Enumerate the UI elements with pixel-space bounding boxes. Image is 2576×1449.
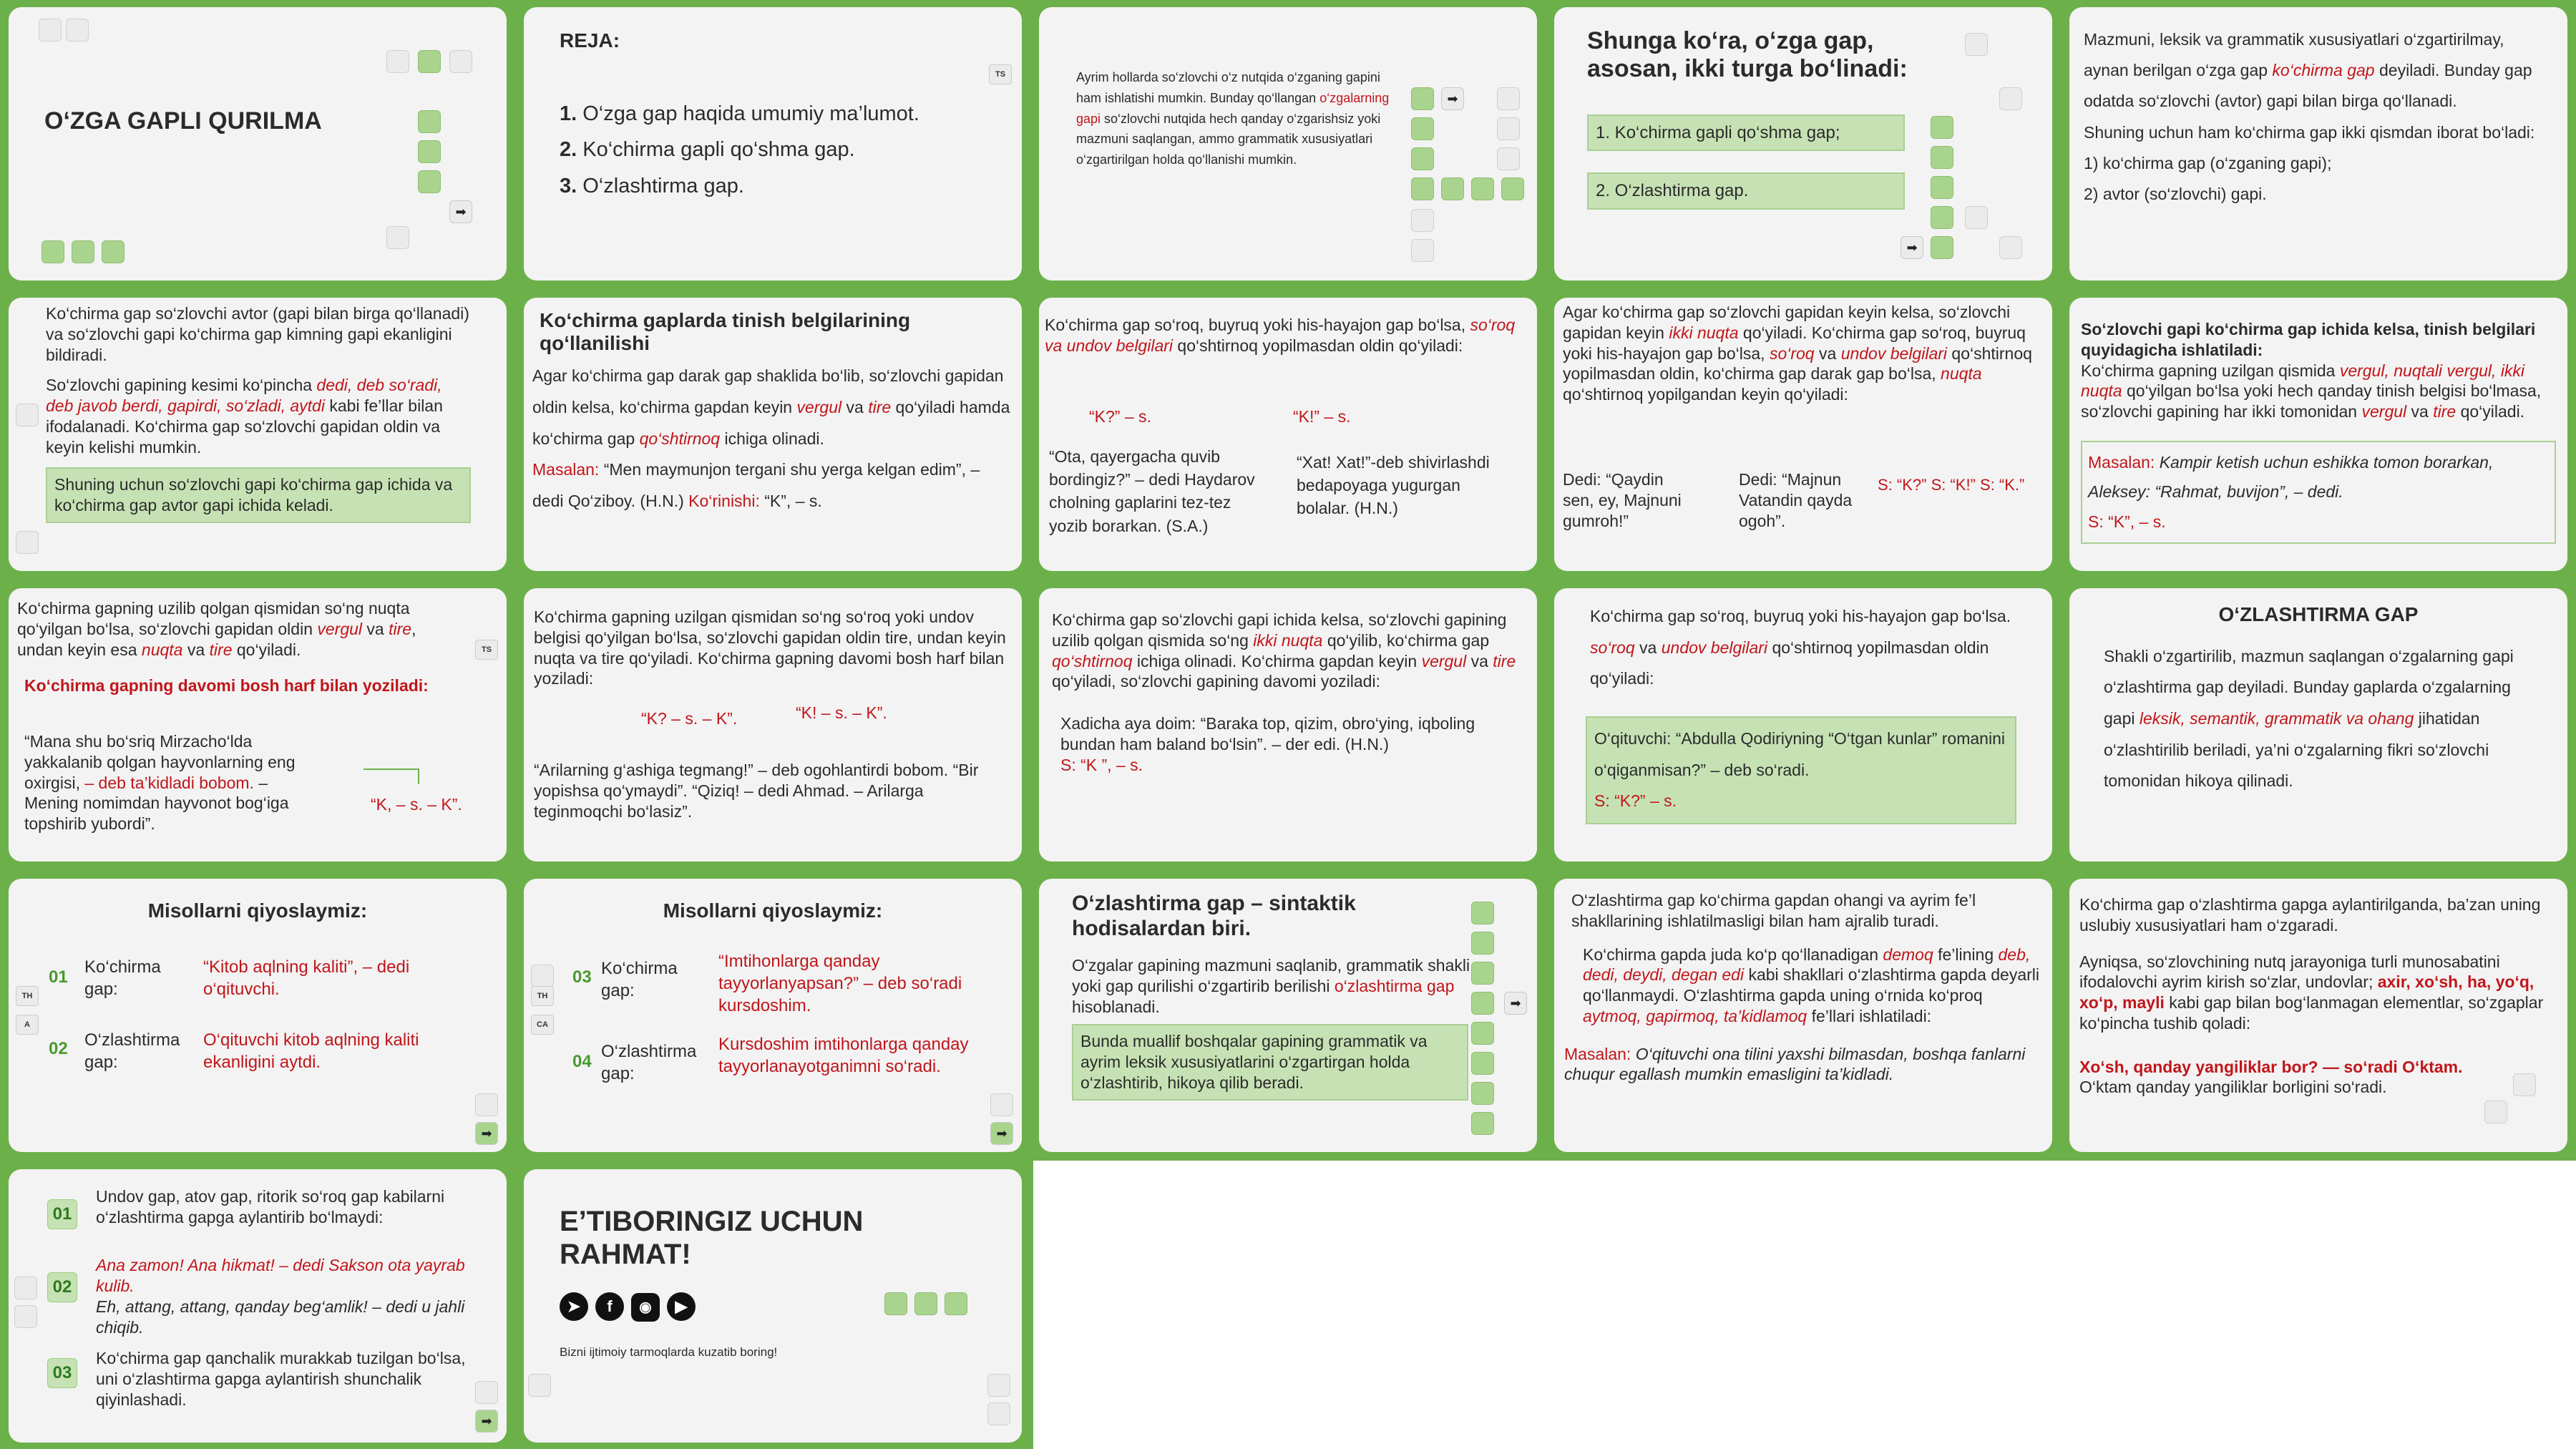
body-text: Ko‘chirma gap o‘zlashtirma gapga aylantirilganda, ba’zan uning uslubiy xususiyatlari ham o‘zgaradi. — [2079, 895, 2541, 935]
bracket-line — [364, 769, 419, 784]
formula: S: “K?” S: “K!” S: “K.” — [1878, 476, 2025, 494]
formula: “K? – s. – K”. — [641, 709, 738, 728]
point-number: 03 — [47, 1358, 77, 1388]
body-text: Ayniqsa, so‘zlovchining nutq jarayoniga turli munosabatini ifodalovchi ayrim kirish so‘zlar, undovlar; axir, xo‘sh, ha, yo‘q, xo‘p, mayli kabi gap bilan bog‘lanmagan elementlar, so‘zgaplar ko‘pincha tushib qoladi: — [2079, 952, 2544, 1033]
decor-square — [418, 110, 441, 133]
example-text: “Ota, qayergacha quvib bordingiz?” – dedi Haydarov cholning gaplarini tez-tez yozib borarkan. (S.A.) — [1049, 447, 1255, 535]
arrow-right-icon: ➡ — [1901, 236, 1923, 259]
example-number: 01 — [49, 967, 68, 987]
example-value: Kursdoshim imtihonlarga qanday tayyorlanayotganimni so‘radi. — [718, 1035, 969, 1077]
instagram-icon[interactable]: ◉ — [631, 1293, 660, 1322]
decor-square — [16, 404, 39, 426]
decor-square — [1999, 87, 2022, 110]
arrow-right-icon: ➡ — [1504, 992, 1527, 1015]
decor-square — [1965, 33, 1988, 56]
decor-square — [449, 50, 472, 73]
slide-3[interactable] — [1039, 7, 1537, 280]
slide-4[interactable] — [1554, 7, 2052, 280]
slide-16[interactable] — [9, 879, 507, 1152]
decor-square — [528, 1374, 551, 1397]
decor-square — [2513, 1073, 2536, 1096]
example-value: “Kitob aqlning kaliti”, – dedi o‘qituvchi. — [203, 957, 410, 1000]
body-text: O‘zlashtirma gap ko‘chirma gapdan ohangi va ayrim fe’l shakllarining ishlatilmasligi bilan ham ajralib turadi. — [1571, 891, 1976, 930]
decor-square — [1931, 236, 1953, 259]
point-text: Eh, attang, attang, qanday beg‘amlik! – dedi u jahli chiqib. — [96, 1297, 465, 1337]
slide-21[interactable] — [9, 1169, 507, 1443]
slide-18[interactable] — [1039, 879, 1537, 1152]
arrow-right-icon: ➡ — [475, 1122, 498, 1145]
slide-heading: Ko‘chirma gapning davomi bosh harf bilan yoziladi: — [24, 676, 429, 696]
slide-12[interactable] — [524, 588, 1022, 862]
arrow-right-icon: ➡ — [475, 1410, 498, 1433]
point-number: 01 — [47, 1199, 77, 1229]
decor-square — [1931, 116, 1953, 139]
example-number: 02 — [49, 1039, 68, 1058]
example-label: Ko‘chirma gap: — [601, 959, 678, 1001]
plan-item: 2. Ko‘chirma gapli qo‘shma gap. — [560, 138, 855, 162]
body-text: Ko‘chirma gap so‘roq, buyruq yoki his-hayajon gap bo‘lsa, so‘roq va undov belgilari qo‘shtirnoq yopilmasdan oldin qo‘yiladi: — [1045, 316, 1516, 355]
slide-6[interactable] — [9, 298, 507, 571]
decor-square — [531, 965, 554, 987]
decor-square — [1471, 962, 1494, 985]
slide-title: O‘ZLASHTIRMA GAP — [2218, 603, 2419, 625]
decor-square — [1965, 206, 1988, 229]
arrow-right-icon: ➡ — [449, 200, 472, 223]
body-text: Ko‘chirma gap so‘roq, buyruq yoki his-hayajon gap bo‘lsa. so‘roq va undov belgilari qo‘shtirnoq yopilmasdan oldin qo‘yiladi: — [1590, 607, 2011, 688]
decor-square — [72, 240, 94, 263]
slide-7[interactable] — [524, 298, 1022, 571]
youtube-icon[interactable]: ▶ — [667, 1292, 696, 1321]
point-number: 02 — [47, 1272, 77, 1302]
decor-square — [1411, 147, 1434, 170]
decor-square — [14, 1277, 37, 1299]
example-label: O‘zlashtirma gap: — [601, 1042, 697, 1084]
example-value: O‘qituvchi kitob aqlning kaliti ekanligini aytdi. — [203, 1030, 419, 1073]
example-text: Xadicha aya doim: “Baraka top, qizim, obro‘ying, iqboling bundan ham baland bo‘lsin”. – der edi. (H.N.) — [1060, 714, 1475, 753]
th-badge: TH — [531, 986, 554, 1006]
example-value: “Imtihonlarga qanday tayyorlanyapsan?” – deb so‘radi kursdoshim. — [718, 952, 962, 1016]
decor-square — [1471, 177, 1494, 200]
decor-square — [1501, 177, 1524, 200]
decor-square — [42, 240, 64, 263]
decor-square — [1411, 209, 1434, 232]
decor-square — [418, 170, 441, 193]
slide-title: Ko‘chirma gaplarda tinish belgilarining qo‘llanilishi — [540, 309, 911, 355]
body-text: Ayrim hollarda so‘zlovchi o‘z nutqida o‘zganing gapini ham ishlatishi mumkin. Bunday qo‘llangan o‘zgalarning gapi so‘zlovchi nutqida hech qanday o‘zgarishsiz yoki mazmuni saqlangan, ammo grammatik xususiyatlari o‘zgartirilgan holda qo‘llanishi mumkin. — [1076, 70, 1390, 167]
point-text: Ana zamon! Ana hikmat! – dedi Sakson ota yayrab kulib. — [96, 1256, 465, 1295]
decor-square — [1411, 117, 1434, 140]
decor-square — [39, 19, 62, 42]
decor-square — [1471, 1022, 1494, 1045]
decor-square — [1497, 147, 1520, 170]
example-text: O‘ktam qanday yangiliklar borligini so‘radi. — [2079, 1078, 2387, 1097]
decor-square — [884, 1292, 907, 1315]
slide-title: O‘zlashtirma gap – sintaktik hodisalardan biri. — [1072, 892, 1356, 940]
decor-square — [386, 50, 409, 73]
slide-8[interactable] — [1039, 298, 1537, 571]
decor-square — [102, 240, 125, 263]
list-item: 1) ko‘chirma gap (o‘zganing gapi); — [2084, 153, 2332, 172]
body-text: Ko‘chirma gapning uzilgan qismida vergul, nuqtali vergul, ikki nuqta qo‘yilgan bo‘lsa yoki hech qanday tinish belgisi bo‘lmasa, so‘zlovchi gapining har ikki tomonidan vergul va tire qo‘yiladi. — [2081, 361, 2542, 421]
th-badge: TH — [16, 986, 39, 1006]
formula: “K! – s. – K”. — [796, 703, 887, 722]
highlight-box: Bunda muallif boshqalar gapining grammatik va ayrim leksik xususiyatlarini o‘zgartirgan holda o‘zlashtirib, hikoya qilib beradi. — [1072, 1024, 1468, 1100]
telegram-icon[interactable]: ➤ — [560, 1292, 588, 1321]
example-text: Dedi: “Majnun Vatandin qayda ogoh”. — [1739, 470, 1853, 530]
decor-square — [475, 1381, 498, 1404]
example-text: Masalan: O‘qituvchi ona tilini yaxshi bilmasdan, boshqa fanlarni chuqur egallash mumkin emasligini ta’kidladi. — [1564, 1044, 2026, 1084]
list-item: 2) avtor (so‘zlovchi) gapi. — [2084, 185, 2267, 204]
example-text: Masalan: “Men maymunjon tergani shu yerga kelgan edim”, – dedi Qo‘ziboy. (H.N.) Ko‘rinishi: “K”, – s. — [532, 460, 980, 511]
body-text: Shuning uchun ham ko‘chirma gap ikki qismdan iborat bo‘ladi: — [2084, 122, 2535, 142]
ts-badge: TS — [475, 640, 498, 660]
decor-square — [990, 1093, 1013, 1116]
slide-title: Misollarni qiyoslaymiz: — [147, 899, 368, 922]
example-text: Xo‘sh, qanday yangiliklar bor? — so‘radi O‘ktam. — [2079, 1057, 2463, 1076]
slide-9[interactable] — [1554, 298, 2052, 571]
type-box-2: 2. O‘zlashtirma gap. — [1587, 172, 1905, 209]
plan-item: 1. O‘zga gap haqida umumiy ma’lumot. — [560, 102, 919, 125]
decor-square — [945, 1292, 967, 1315]
ca-badge: CA — [531, 1015, 554, 1035]
decor-square — [987, 1374, 1010, 1397]
decor-square — [1411, 239, 1434, 262]
decor-square — [14, 1305, 37, 1328]
slide-13[interactable] — [1039, 588, 1537, 862]
slide-title: E’TIBORINGIZ UCHUN RAHMAT! — [560, 1206, 864, 1270]
slide-15[interactable] — [2069, 588, 2567, 862]
decor-square — [914, 1292, 937, 1315]
body-text: Agar ko‘chirma gap so‘zlovchi gapidan keyin kelsa, so‘zlovchi gapidan keyin ikki nuqta qo‘yiladi. Ko‘chirma gap so‘roq, buyruq yoki his-hayajon gap bo‘lsa, so‘roq va undov belgilari qo‘shtirnoq yopilmasdan oldin, ko‘chirma gap darak gap bo‘lsa, nuqta qo‘shtirnoq yopilgandan keyin qo‘yiladi: — [1563, 303, 2032, 404]
decor-square — [1471, 1052, 1494, 1075]
slide-2[interactable] — [524, 7, 1022, 280]
decor-square — [418, 140, 441, 163]
slide-title: Shunga ko‘ra, o‘zga gap, asosan, ikki turga bo‘linadi: — [1587, 27, 1908, 83]
body-text: O‘zgalar gapining mazmuni saqlanib, grammatik shakli yoki gap qurilishi o‘zgartirib berilishi o‘zlashtirma gap hisoblanadi. — [1072, 956, 1470, 1016]
decor-square — [66, 19, 89, 42]
ts-badge: TS — [989, 64, 1012, 84]
decor-square — [2484, 1101, 2507, 1123]
body-text: Ko‘chirma gap so‘zlovchi gapi ichida kelsa, so‘zlovchi gapining uzilib qolgan qismida so‘ng ikki nuqta qo‘yilib, ko‘chirma gap qo‘shtirnoq ichiga olinadi. Ko‘chirma gapdan keyin vergul va tire qo‘yiladi, so‘zlovchi gapining davomi yoziladi: — [1052, 610, 1516, 691]
decor-square — [1931, 146, 1953, 169]
example-number: 04 — [572, 1052, 592, 1071]
example-text: “Mana shu bo‘sriq Mirzacho‘lda yakkalanib qolgan hayvonlarning eng oxirgisi, – deb ta’kidladi bobom. – Mening nomimdan hayvonot bog‘iga topshirib yubordi”. — [24, 732, 296, 833]
decor-square — [1411, 177, 1434, 200]
slide-title: O‘ZGA GAPLI QURILMA — [44, 107, 322, 135]
slide-title: REJA: — [560, 29, 620, 52]
body-text: Agar ko‘chirma gap darak gap shaklida bo‘lib, so‘zlovchi gapidan oldin kelsa, ko‘chirma gapdan keyin vergul va tire qo‘yiladi hamda ko‘chirma gap qo‘shtirnoq ichiga olinadi. — [532, 366, 1010, 448]
slide-22[interactable] — [524, 1169, 1022, 1443]
plan-item: 3. O‘zlashtirma gap. — [560, 175, 744, 198]
slide-19[interactable] — [1554, 879, 2052, 1152]
definition-text: Mazmuni, leksik va grammatik xususiyatlari o‘zgartirilmay, aynan berilgan o‘zga gap ko‘chirma gap deyiladi. Bunday gap odatda so‘zlovchi (avtor) gapi bilan birga qo‘llanadi. — [2084, 30, 2532, 111]
point-text: Undov gap, atov gap, ritorik so‘roq gap kabilarni o‘zlashtirma gapga aylantirib bo‘lmaydi: — [96, 1187, 445, 1226]
body-text: Ko‘chirma gapda juda ko‘p qo‘llanadigan demoq fe’lining deb, dedi, deydi, degan edi kabi shakllari o‘zlashtirma gapda deyarli qo‘llanmaydi. O‘zlashtirma gapda uning o‘rnida ko‘proq aytmoq, gapirmoq, ta’kidlamoq fe’llari ishlatiladi: — [1583, 945, 2039, 1025]
slide-title: Misollarni qiyoslaymiz: — [663, 899, 883, 922]
arrow-right-icon: ➡ — [990, 1122, 1013, 1145]
body-text: Ko‘chirma gapning uzilgan qismidan so‘ng so‘roq yoki undov belgisi qo‘yilgan bo‘lsa, so‘zlovchi gapidan oldin tire, undan keyin nuqta va tire qo‘yiladi. Ko‘chirma gapning davomi bosh harf bilan yoziladi: — [534, 608, 1006, 688]
decor-square — [1999, 236, 2022, 259]
decor-square — [1471, 1082, 1494, 1105]
decor-square — [1471, 1112, 1494, 1135]
slide-14[interactable] — [1554, 588, 2052, 862]
decor-square — [987, 1402, 1010, 1425]
decor-square — [475, 1093, 498, 1116]
decor-square — [1411, 87, 1434, 110]
decor-square — [1497, 87, 1520, 110]
decor-square — [418, 50, 441, 73]
decor-square — [16, 531, 39, 554]
body-text: Shakli o‘zgartirilib, mazmun saqlangan o‘zgalarning gapi o‘zlashtirma gap deyiladi. Bunday gaplarda o‘zgalarning gapi leksik, semantik, grammatik va ohang jihatidan o‘zlashtirilib beriladi, ya’ni o‘zgalarning fikri so‘zlovchi tomonidan hikoya qilinadi. — [2104, 646, 2514, 791]
decor-square — [1471, 932, 1494, 955]
decor-square — [1931, 206, 1953, 229]
slide-1[interactable] — [9, 7, 507, 280]
decor-square — [1471, 992, 1494, 1015]
slide-heading: So‘zlovchi gapi ko‘chirma gap ichida kelsa, tinish belgilari quyidagicha ishlatiladi: — [2081, 320, 2536, 359]
plan-list — [560, 96, 986, 205]
slide-11[interactable] — [9, 588, 507, 862]
slide-5[interactable] — [2069, 7, 2567, 280]
decor-square — [1471, 902, 1494, 924]
arrow-right-icon: ➡ — [1441, 87, 1464, 110]
slide-17[interactable] — [524, 879, 1022, 1152]
type-box-1: 1. Ko‘chirma gapli qo‘shma gap; — [1587, 114, 1905, 151]
a-badge: A — [16, 1015, 39, 1035]
example-label: O‘zlashtirma gap: — [84, 1030, 180, 1073]
formula: “K!” – s. — [1293, 407, 1351, 426]
body-text: Ko‘chirma gap so‘zlovchi avtor (gapi bilan birga qo‘llanadi) va so‘zlovchi gapi ko‘chirma gap kimning gapi ekanligini bildiradi. — [46, 304, 469, 364]
slide-20[interactable] — [2069, 879, 2567, 1152]
body-text: Ko‘chirma gapning uzilib qolgan qismidan so‘ng nuqta qo‘yilgan bo‘lsa, so‘zlovchi gapidan oldin vergul va tire, undan keyin esa nuqta va tire qo‘yiladi. — [17, 599, 416, 659]
formula: “K?” – s. — [1089, 407, 1151, 426]
decor-square — [386, 226, 409, 249]
facebook-icon[interactable]: f — [595, 1292, 624, 1321]
example-box: Masalan: Kampir ketish uchun eshikka tomon borarkan, Aleksey: “Rahmat, buvijon”, – dedi. S: “K”, – s. — [2081, 441, 2556, 544]
example-text: “Arilarning g‘ashiga tegmang!” – deb ogohlantirdi bobom. “Bir yopishsa qo‘ymaydi”. “Qiziq! – dedi Ahmad. – Arilarga teginmoqchi bo‘lasiz”. — [534, 761, 979, 821]
social-caption: Bizni ijtimoiy tarmoqlarda kuzatib boring! — [560, 1345, 778, 1359]
formula: S: “K ”, – s. — [1060, 755, 1143, 774]
example-text: “Xat! Xat!”-deb shivirlashdi bedapoyaga yugurgan bolalar. (H.N.) — [1297, 453, 1490, 518]
point-text: Ko‘chirma gap qanchalik murakkab tuzilgan bo‘lsa, uni o‘zlashtirma gapga aylantirish shunchalik qiyinlashadi. — [96, 1349, 466, 1409]
formula: “K, – s. – K”. — [371, 795, 462, 814]
example-text: Dedi: “Qaydin sen, ey, Majnuni gumroh!” — [1563, 470, 1682, 530]
body-text: So‘zlovchi gapining kesimi ko‘pincha dedi, deb so‘radi, deb javob berdi, gapirdi, so‘zladi, aytdi kabi fe’llar bilan ifodalanadi. Ko‘chirma gap so‘zlovchi gapidan oldin va keyin kelishi mumkin. — [46, 376, 443, 457]
example-label: Ko‘chirma gap: — [84, 957, 161, 1000]
example-box: O‘qituvchi: “Abdulla Qodiriyning “O‘tgan kunlar” romanini o‘qiganmisan?” – deb so‘radi. S: “K?” – s. — [1586, 716, 2016, 824]
slide-10[interactable] — [2069, 298, 2567, 571]
example-number: 03 — [572, 967, 592, 987]
decor-square — [1441, 177, 1464, 200]
decor-square — [1931, 176, 1953, 199]
decor-square — [1497, 117, 1520, 140]
highlight-box: Shuning uchun so‘zlovchi gapi ko‘chirma gap ichida va ko‘chirma gap avtor gapi ichida keladi. — [46, 467, 471, 523]
